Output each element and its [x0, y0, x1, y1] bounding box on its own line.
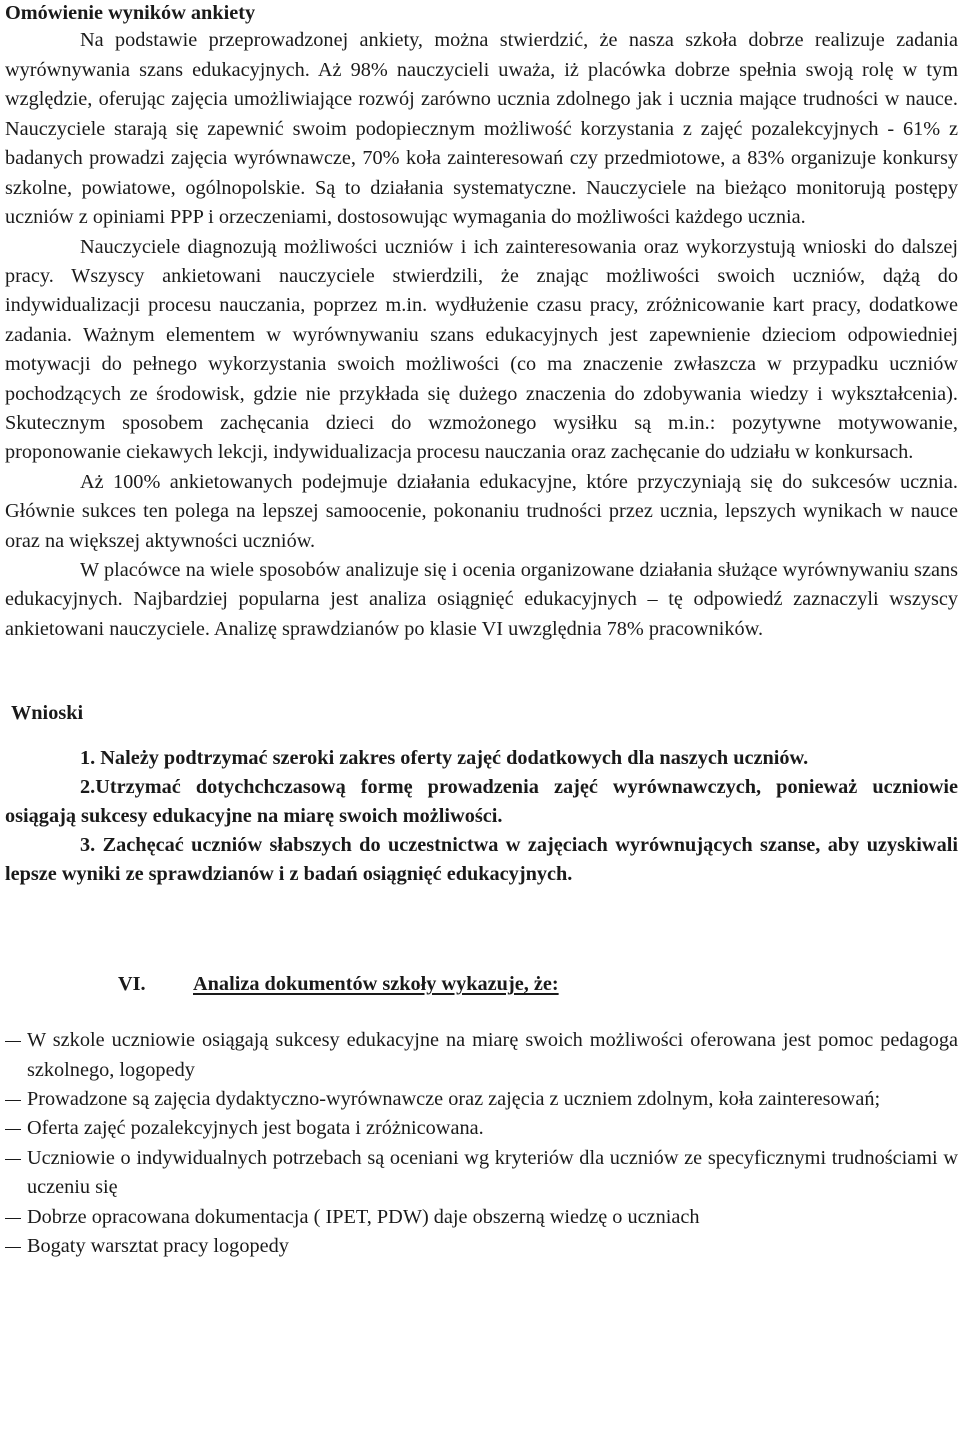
list-item — [5, 1232, 958, 1261]
conclusion-item: 3. Zachęcać uczniów słabszych do uczestnictwa w zajęciach wyrównujących szanse, aby uzyskiwali lepsze wyniki ze sprawdzianów i z badań osiągnięć edukacyjnych. — [5, 834, 958, 886]
conclusions-title: Wnioski — [11, 702, 84, 725]
section-title: Analiza dokumentów szkoły wykazuje, że: — [193, 973, 559, 996]
survey-results-heading: Omówienie wyników ankiety — [5, 2, 256, 24]
paragraph-diagnosis: Nauczyciele diagnozują możliwości uczniów i ich zainteresowania oraz wykorzystują wnioski do dalszej pracy. Wszyscy ankietowani nauczyciele stwierdzili, że znając możliwości swoich uczniów, dążą do indywidualizacji procesu nauczania, poprzez m.in. wydłużenie czasu pracy, zróżnicowanie kart pracy, dodatkowe zadania. Ważnym elementem w wyrównywaniu szans edukacyjnych jest zapewnienie dzieciom odpowiedniej motywacji do pełnego wykorzystania swoich możliwości (co ma znaczenie zwłaszcza w przypadku uczniów pochodzących ze środowisk, gdzie nie przykłada się dużego znaczenia do zdobywania wiedzy i wykształcenia). Skutecznym sposobem zachęcania dzieci do wzmożonego wysiłku są m.in.: pozytywne motywowanie, proponowanie ciekawych lekcji, indywidualizacja procesu nauczania oraz zachęcanie do udziału w konkursach. — [5, 235, 958, 464]
list-item-text: Bogaty warsztat pracy logopedy — [27, 1235, 289, 1258]
paragraph-educational-activities: Aż 100% ankietowanych podejmuje działania edukacyjne, które przyczyniają się do sukcesów ucznia. Głównie sukces ten polega na lepszej samoocenie, pokonaniu trudności przez ucznia, lepszych wynikach w nauce oraz na większej aktywności uczniów. — [5, 470, 958, 552]
conclusion-item: 1. Należy podtrzymać szeroki zakres oferty zajęć dodatkowych dla naszych uczniów. — [80, 747, 809, 770]
list-item — [5, 1203, 958, 1232]
list-item — [5, 1144, 958, 1203]
conclusion-item: 2.Utrzymać dotychchczasową formę prowadzenia zajęć wyrównawczych, ponieważ uczniowie osiągają sukcesy edukacyjne na miarę swoich możliwości. — [5, 776, 958, 828]
list-item-text: Oferta zajęć pozalekcyjnych jest bogata i zróżnicowana. — [27, 1117, 484, 1140]
paragraph-analysis: W placówce na wiele sposobów analizuje się i ocenia organizowane działania służące wyrównywaniu szans edukacyjnych. Najbardziej popularna jest analiza osiągnięć edukacyjnych – tę odpowiedź zaznaczyli wszyscy ankietowani nauczyciele. Analizę sprawdzianów po klasie VI uwzględnia 78% pracowników. — [5, 558, 958, 640]
list-item-text: W szkole uczniowie osiągają sukcesy edukacyjne na miarę swoich możliwości oferowana jest pomoc pedagoga szkolnego, logopedy — [27, 1029, 958, 1081]
section-heading — [5, 969, 958, 999]
list-item — [5, 1114, 958, 1143]
list-item-text: Prowadzone są zajęcia dydaktyczno-wyrównawcze oraz zajęcia z uczniem zdolnym, koła zainteresowań; — [27, 1088, 881, 1110]
list-item-text: Dobrze opracowana dokumentacja ( IPET, PDW) daje obszerną wiedzę o uczniach — [27, 1205, 700, 1228]
document-page — [5, 0, 958, 1261]
list-item-text: Uczniowie o indywidualnych potrzebach są oceniani wg kryteriów dla uczniów ze specyficznymi trudnościami w uczeniu się — [27, 1146, 958, 1199]
paragraph-survey-summary: Na podstawie przeprowadzonej ankiety, można stwierdzić, że nasza szkoła dobrze realizuje zadania wyrównywania szans edukacyjnych. Aż 98% nauczycieli uważa, iż placówka dobrze spełnia swoją rolę w tym względzie, oferując zajęcia umożliwiające rozwój zarówno ucznia zdolnego jak i ucznia mające trudności w nauce. Nauczyciele starają się zapewnić swoim podopiecznym możliwość korzystania z zajęć pozalekcyjnych - 61% z badanych prowadzi zajęcia wyrównawcze, 70% koła zainteresowań czy przedmiotowe, a 83% organizuje konkursy szkolne, powiatowe, ogólnopolskie. Są to działania systematyczne. Nauczyciele na bieżąco monitorują postępy uczniów z opiniami PPP i orzeczeniami, dostosowując wymagania do możliwości każdego ucznia. — [5, 29, 958, 228]
list-item — [5, 1085, 958, 1114]
document-analysis-list — [5, 1026, 958, 1261]
section-number: VI. — [118, 973, 146, 996]
list-item — [5, 1026, 958, 1085]
